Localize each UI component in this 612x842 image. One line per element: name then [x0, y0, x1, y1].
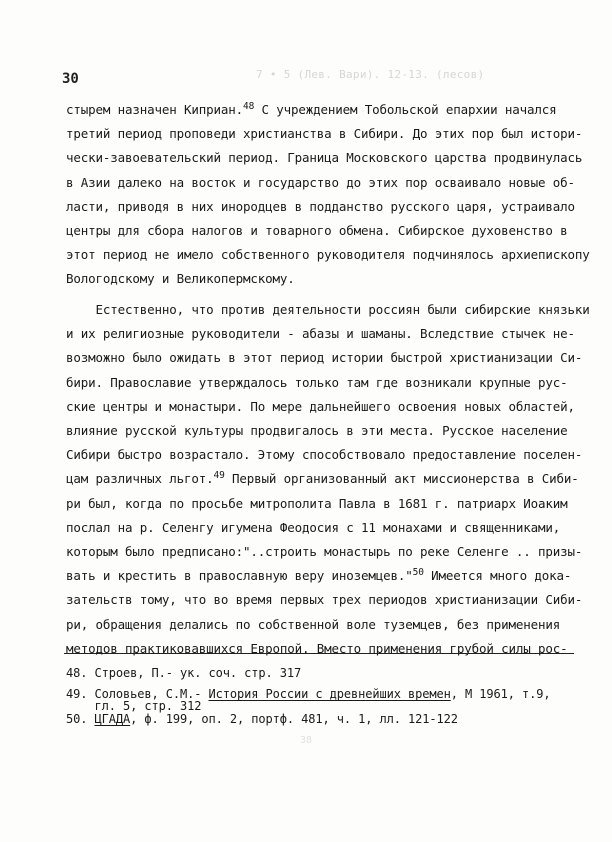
footnote-separator — [64, 653, 574, 654]
text-line: Естественно, что против деятельности россиян были сибирские князьки — [66, 302, 590, 317]
text-line: стырем назначен Киприан.$^{48}$ С учреждением Тобольской епархии начался — [66, 101, 557, 117]
text-line: ласти, приводя в них инородцев в подданство русского царя, устраивало — [66, 198, 575, 214]
text-line: Вологодскому и Великопермскому. — [66, 271, 295, 287]
text-line: цам различных льгот.$^{49}$ Первый организованный акт миссионерства в Сиби- — [66, 470, 579, 487]
text-line: зательств тому, что во время первых трех периодов христианизации Сиби- — [66, 592, 583, 608]
bleed-through-footer: 38 — [300, 735, 313, 746]
text-line: этот период не имело собственного руководителя подчинялось архиепископу — [66, 247, 590, 263]
text-line: вать и крестить в православную веру иноземцев."$^{50}$ Имеется много дока- — [66, 567, 572, 584]
text-line: возможно было ожидать в этот период истории быстрой христианизации Си- — [66, 350, 583, 366]
text-line: методов практиковавшихся Европой. Вместо применения грубой силы рос- — [66, 640, 568, 656]
text-line: бири. Православие утверждалось только там где возникали крупные рус- — [66, 374, 568, 390]
footnote-title: История России с древнейших времен — [208, 687, 451, 701]
footnote-ref: 48 — [243, 101, 255, 112]
text-line: ские центры и монастыри. По мере дальнейшего освоения новых областей, — [66, 398, 575, 414]
footnote-ref: 50 — [412, 567, 424, 579]
text-line: Сибири быстро возрастало. Этому способствовало предоставление поселен- — [66, 447, 583, 463]
text-line: послал на р. Селенгу игумена Феодосия с 11 монахами и священниками, — [66, 519, 561, 535]
text-line: центры для сбора налогов и товарного обмена. Сибирское духовенство в — [66, 223, 568, 238]
text-line: третий период проповеди христианства в Сибири. До этих пор был истори- — [66, 126, 583, 142]
footnote: 48. Строев, П.- ук. соч. стр. 317 — [66, 666, 302, 680]
text-line: в Азии далеко на восток и государство до этих пор осваивало новые об- — [66, 174, 575, 190]
page-number: 30 — [62, 71, 79, 87]
footnote: гл. 5, стр. 312 — [66, 699, 202, 713]
text-line: ри, обращения делались по собственной воле туземцев, без применения — [66, 616, 561, 632]
text-line: и их религиозные руководители - абазы и шаманы. Вследствие стычек не- — [66, 326, 575, 342]
footnote: 49. Соловьев, С.М.- История России с древнейших времен, М 1961, т.9, — [66, 687, 551, 701]
footnote-title: ЦГАДА — [94, 712, 131, 726]
text-line: которым было предписано:"..строить монастырь по реке Селенге .. призы- — [66, 544, 583, 559]
text-line: чески-завоевательский период. Граница Московского царства продвинулась — [66, 150, 583, 166]
bleed-through-header: 7 • 5 (Лев. Вари). 12-13. (лесов) — [256, 68, 485, 81]
text-line: влияние русской культуры продвигалось в эти места. Русское население — [66, 423, 568, 438]
text-line: ри был, когда по просьбе митрополита Павла в 1681 г. патриарх Иоаким — [66, 495, 568, 511]
footnote-ref: 49 — [213, 470, 225, 482]
footnote: 50. ЦГАДА, ф. 199, оп. 2, портф. 481, ч. 1, лл. 121-122 — [66, 712, 458, 726]
